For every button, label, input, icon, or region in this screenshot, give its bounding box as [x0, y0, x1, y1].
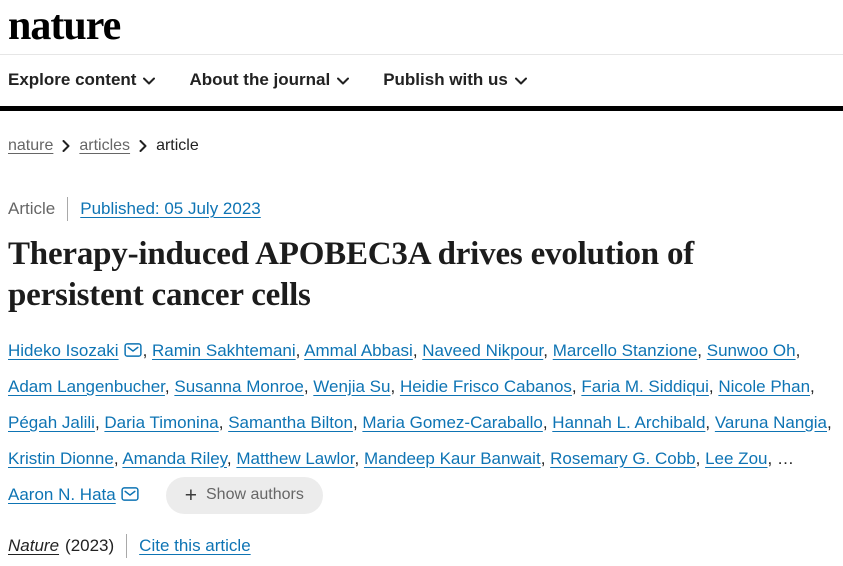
authors-paragraph	[8, 333, 835, 514]
author-separator: ,	[94, 412, 105, 432]
cite-this-article-link[interactable]: Cite this article	[139, 535, 251, 555]
author-separator: ,	[412, 340, 423, 360]
author-link[interactable]: Hideko Isozaki	[8, 340, 119, 360]
author-link[interactable]: Maria Gomez-Caraballo	[362, 412, 543, 432]
author-link[interactable]: Nicole Phan	[718, 376, 811, 396]
author-separator: ,	[810, 376, 815, 396]
nav-item-publish-with-us[interactable]	[383, 70, 527, 90]
author-link[interactable]: Matthew Lawlor	[236, 448, 355, 468]
author-link[interactable]: Ramin Sakhtemani	[152, 340, 296, 360]
author-link[interactable]: Pégah Jalili	[8, 412, 95, 432]
author-link[interactable]: Adam Langenbucher	[8, 376, 165, 396]
chevron-right-icon	[62, 140, 70, 152]
author-separator: ,	[571, 376, 582, 396]
chevron-down-icon	[515, 70, 527, 90]
author-link[interactable]: Sunwoo Oh	[706, 340, 796, 360]
author-separator: ,	[354, 448, 364, 468]
author-link[interactable]: Aaron N. Hata	[8, 484, 116, 504]
chevron-right-icon	[139, 140, 147, 152]
nature-logo[interactable]: nature	[8, 3, 121, 49]
header-black-rule	[0, 106, 843, 111]
citation-divider	[126, 534, 127, 558]
meta-divider	[67, 197, 68, 221]
site-header	[0, 0, 843, 111]
author-separator: ,	[164, 376, 175, 396]
author-link[interactable]: Samantha Bilton	[228, 412, 353, 432]
article-meta	[8, 197, 835, 221]
author-link[interactable]: Kristin Dionne	[8, 448, 114, 468]
show-authors-label: Show authors	[206, 486, 304, 504]
author-separator: ,	[303, 376, 314, 396]
author-separator: ,	[795, 340, 801, 360]
author-link[interactable]: Amanda Riley	[122, 448, 227, 468]
nav-item-about-the-journal[interactable]	[189, 70, 349, 90]
author-link[interactable]: Mandeep Kaur Banwait	[363, 448, 541, 468]
author-link[interactable]: Heidie Frisco Cabanos	[399, 376, 572, 396]
author-link[interactable]: Daria Timonina	[104, 412, 219, 432]
nav-item-explore-content[interactable]	[8, 70, 155, 90]
author-list	[8, 340, 832, 507]
author-link[interactable]: Naveed Nikpour	[422, 340, 544, 360]
author-separator: ,	[540, 448, 551, 468]
author-link[interactable]: Lee Zou	[705, 448, 768, 468]
plus-icon: +	[184, 483, 197, 507]
author-separator: ,	[767, 448, 777, 468]
author-separator: ,	[695, 448, 706, 468]
email-icon[interactable]	[121, 485, 139, 504]
author-separator: ,	[226, 448, 237, 468]
journal-link[interactable]: Nature	[8, 535, 60, 555]
email-icon[interactable]	[124, 341, 142, 360]
author-separator: ,	[352, 412, 363, 432]
author-separator: ,	[142, 340, 153, 360]
chevron-down-icon	[337, 70, 349, 90]
author-link[interactable]: Wenjia Su	[313, 376, 391, 396]
breadcrumb-link-nature[interactable]: nature	[8, 137, 54, 154]
author-separator: ,	[295, 340, 305, 360]
author-separator: ,	[390, 376, 400, 396]
breadcrumb	[8, 137, 835, 155]
nav-item-label: About the journal	[189, 70, 331, 89]
main-nav	[0, 55, 843, 106]
author-separator: ,	[697, 340, 707, 360]
show-authors-button[interactable]	[166, 477, 323, 514]
ellipsis: …	[776, 448, 794, 468]
breadcrumb-current: article	[156, 137, 199, 154]
author-separator: ,	[543, 340, 553, 360]
masthead	[0, 0, 843, 54]
published-date-link[interactable]: Published: 05 July 2023	[80, 199, 261, 218]
author-separator: ,	[113, 448, 123, 468]
author-link[interactable]: Hannah L. Archibald	[552, 412, 706, 432]
author-separator: ,	[705, 412, 715, 432]
author-link[interactable]: Varuna Nangia	[714, 412, 828, 432]
breadcrumb-link-articles[interactable]: articles	[79, 137, 131, 154]
nav-item-label: Explore content	[8, 70, 137, 89]
author-link[interactable]: Faria M. Siddiqui	[581, 376, 709, 396]
chevron-down-icon	[143, 70, 155, 90]
author-link[interactable]: Rosemary G. Cobb	[550, 448, 696, 468]
article-type-label: Article	[8, 199, 56, 218]
citation-year: (2023)	[65, 535, 115, 555]
article-page	[0, 137, 843, 558]
author-separator: ,	[708, 376, 719, 396]
author-separator: ,	[542, 412, 553, 432]
author-link[interactable]: Marcello Stanzione	[552, 340, 698, 360]
citation-row	[8, 534, 835, 558]
article-title: Therapy-induced APOBEC3A drives evolution of persistent cancer cells	[8, 236, 695, 313]
author-separator: ,	[827, 412, 832, 432]
author-separator: ,	[218, 412, 229, 432]
nav-item-label: Publish with us	[383, 70, 508, 89]
author-link[interactable]: Ammal Abbasi	[304, 340, 413, 360]
author-link[interactable]: Susanna Monroe	[174, 376, 304, 396]
